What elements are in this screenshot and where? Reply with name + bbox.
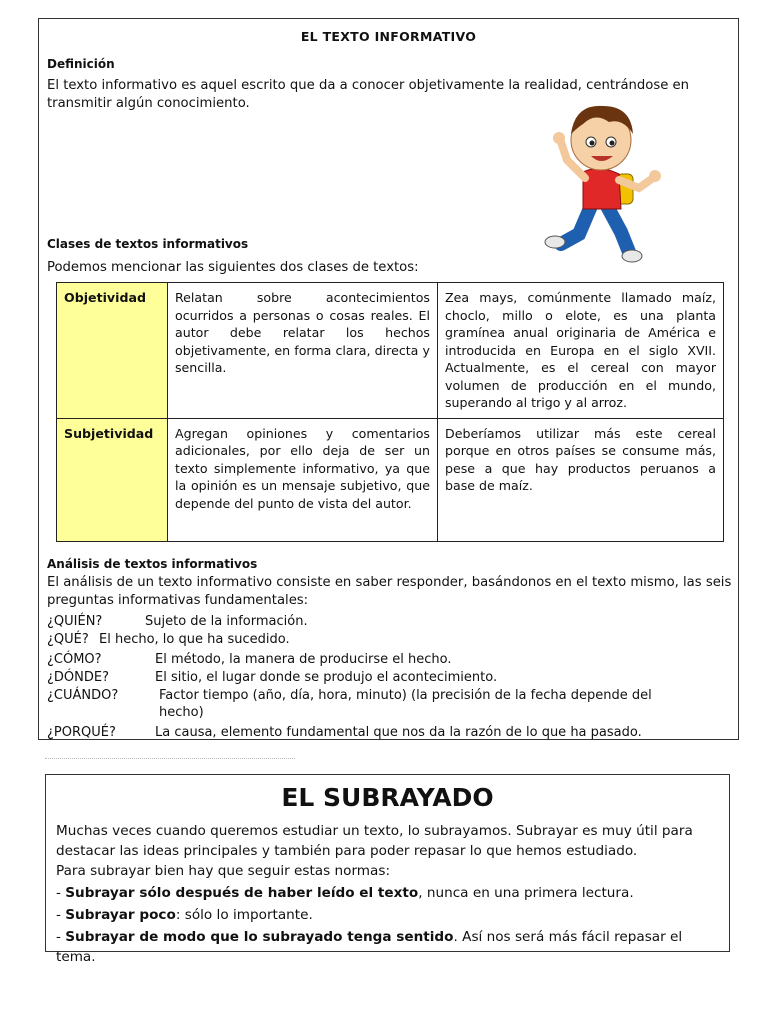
table-description: Relatan sobre acontecimientos ocurridos a personas o cosas reales. El autor debe relatar los hechos objetivamente, en forma clara, directa y sencilla. [168, 283, 438, 419]
question-answer: La causa, elemento fundamental que nos da la razón de lo que ha pasado. [155, 725, 642, 740]
rule-item: - Subrayar sólo después de haber leído el texto, nunca en una primera lectura. [56, 885, 634, 901]
rule-rest: , nunca en una primera lectura. [418, 885, 634, 901]
table-label: Subjetividad [57, 418, 168, 541]
question-row [47, 669, 727, 686]
rule-bold: Subrayar poco [65, 907, 176, 923]
question-row [47, 613, 727, 630]
question-answer: El hecho, lo que ha sucedido. [99, 632, 290, 647]
faint-divider [45, 758, 295, 762]
rule-bold: Subrayar sólo después de haber leído el texto [65, 885, 419, 901]
classes-intro: Podemos mencionar las siguientes dos clases de textos: [47, 260, 419, 275]
rules-intro: Para subrayar bien hay que seguir estas normas: [56, 863, 391, 879]
question-row [47, 687, 727, 720]
rule-rest: : sólo lo importante. [175, 907, 313, 923]
question-label: ¿QUÉ? [47, 632, 89, 647]
analysis-text: El análisis de un texto informativo consiste en saber responder, basándonos en el texto mismo, las seis preguntas informativas fundamentales: [47, 575, 732, 608]
table-label: Objetividad [57, 283, 168, 419]
table-row [57, 283, 724, 419]
cartoon-boy-illustration [539, 94, 664, 264]
question-label: ¿QUIÉN? [47, 614, 103, 629]
question-label: ¿CÓMO? [47, 652, 102, 667]
rule-item: - Subrayar poco: sólo lo importante. [56, 907, 313, 923]
rule-bold: Subrayar de modo que lo subrayado tenga sentido [65, 929, 454, 945]
table-example: Zea mays, comúnmente llamado maíz, choclo, millo o elote, es una planta gramínea anual originaria de América e introducida en Europa en el siglo XVII. Actualmente, es el cereal con mayor volumen de producción en el mundo, superando al trigo y al arroz. [438, 283, 724, 419]
rule-item: - Subrayar de modo que lo subrayado tenga sentido. Así nos será más fácil repasar el tema. [56, 929, 683, 965]
analysis-heading: Análisis de textos informativos [47, 557, 258, 571]
table-row [57, 418, 724, 541]
rule-rest: . Así nos será más fácil repasar el tema. [56, 929, 683, 965]
question-answer: Factor tiempo (año, día, hora, minuto) (la precisión de la fecha depende del hecho) [159, 688, 652, 720]
classes-table [56, 282, 724, 542]
texto-informativo-box [38, 18, 739, 740]
table-example: Deberíamos utilizar más este cereal porque en otros países se consume más, pese a que hay productos peruanos a base de maíz. [438, 418, 724, 541]
question-row [47, 651, 727, 668]
definition-heading: Definición [47, 57, 115, 71]
table-description: Agregan opiniones y comentarios adicionales, por ello deja de ser un texto simplemente informativo, ya que la opinión es un mensaje subjetivo, que depende del punto de vista del autor. [168, 418, 438, 541]
section-title: EL SUBRAYADO [281, 783, 494, 812]
question-answer: El sitio, el lugar donde se produjo el acontecimiento. [155, 670, 498, 685]
question-row [47, 724, 727, 741]
definition-text: El texto informativo es aquel escrito que da a conocer objetivamente la realidad, centrándose en transmitir algún conocimiento. [47, 78, 689, 111]
subrayado-box [45, 774, 730, 965]
subrayado-intro: Muchas veces cuando queremos estudiar un texto, lo subrayamos. Subrayar es muy útil para destacar las ideas principales y también para poder repasar lo que hemos estudiado. [56, 823, 693, 859]
question-label: ¿PORQUÉ? [47, 725, 116, 740]
section-title: EL TEXTO INFORMATIVO [300, 29, 477, 44]
question-label: ¿DÓNDE? [47, 670, 109, 685]
question-row [47, 631, 727, 648]
question-answer: Sujeto de la información. [145, 614, 308, 629]
question-label: ¿CUÁNDO? [47, 688, 119, 703]
classes-heading: Clases de textos informativos [47, 237, 249, 251]
question-answer: El método, la manera de producirse el hecho. [155, 652, 452, 667]
